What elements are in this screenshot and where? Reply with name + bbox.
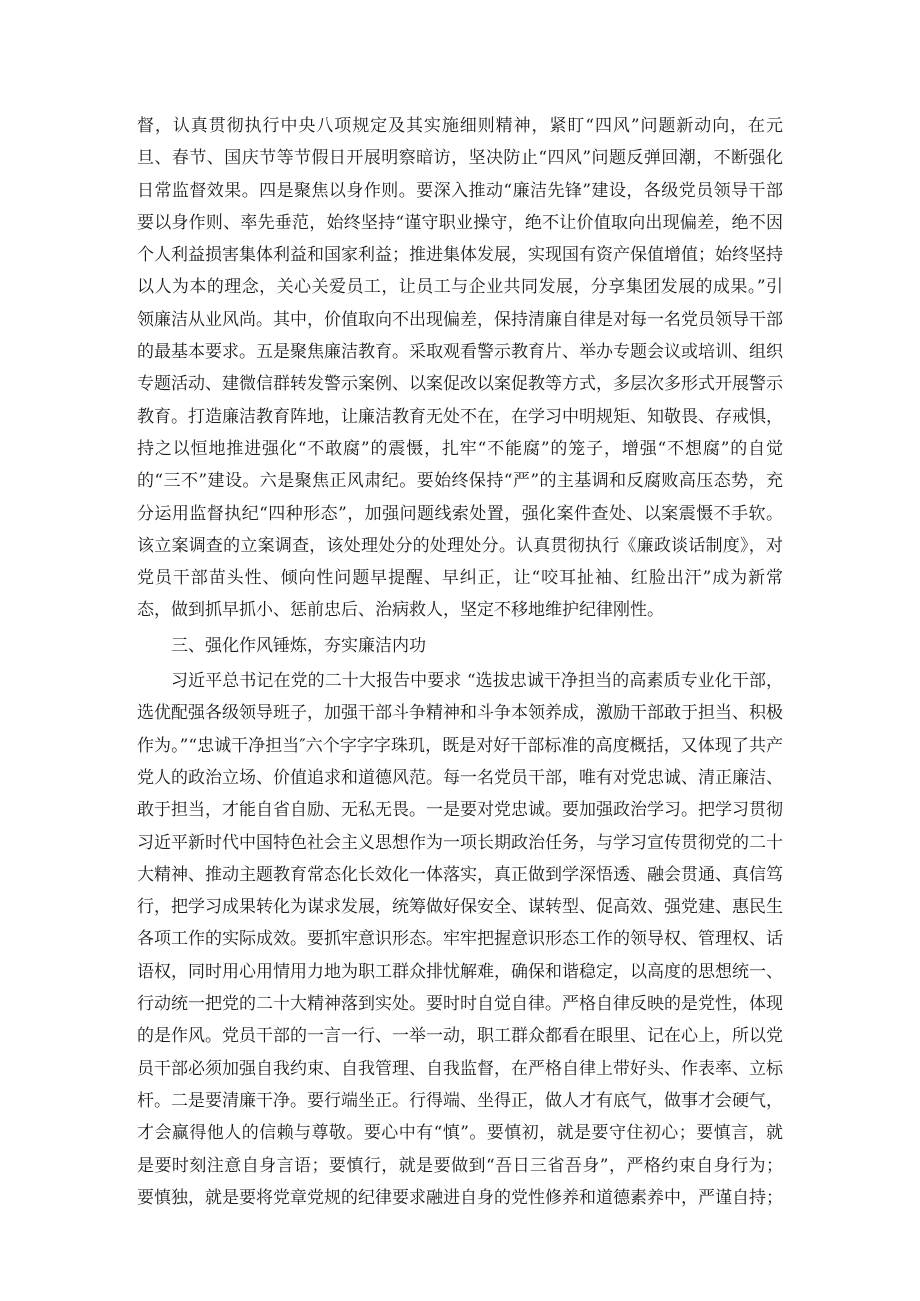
section-heading: 三、强化作风锤炼，夯实廉洁内功 — [171, 635, 426, 656]
continuation-paragraph: 督，认真贯彻执行中央八项规定及其实施细则精神，紧盯“四风”问题新动向，在元旦、春节、国庆节等节假日开展明察暗访，坚决防止“四风”问题反弹回潮，不断强化日常监督效果。四是聚焦以身作则。要深入推动“廉洁先锋”建设，各级党员领导干部要以身作则、率先垂范，始终坚持“谨守职业操守，绝不让价值取向出现偏差，绝不因个人利益损害集体利益和国家利益；推进集体发展，实现国有资产保值增值；始终坚持以人为本的理念，关心关爱员工，让员工与企业共同发展，分享集团发展的成果。”引领廉洁从业风尚。其中，价值取向不出现偏差，保持清廉自律是对每一名党员领导干部的最基本要求。五是聚焦廉洁教育。采取观看警示教育片、举办专题会议或培训、组织专题活动、建微信群转发警示案例、以案促改以案促教等方式，多层次多形式开展警示教育。打造廉洁教育阵地，让廉洁教育无处不在，在学习中明规矩、知敬畏、存戒惧，持之以恒地推进强化“不敢腐”的震慑，扎牢“不能腐”的笼子，增强“不想腐”的自觉的“三不”建设。六是聚焦正风肃纪。要始终保持“严”的主基调和反腐败高压态势，充分运用监督执纪“四种形态”，加强问题线索处置，强化案件查处、以案震慑不手软。该立案调查的立案调查，该处理处分的处理处分。认真贯彻执行《廉政谈话制度》，对党员干部苗头性、倾向性问题早提醒、早纠正，让“咬耳扯袖、红脸出汗”成为新常态，做到抓早抓小、惩前忠后、治病救人，坚定不移地维护纪律刚性。 — [137, 116, 783, 621]
body-paragraph: 习近平总书记在党的二十大报告中要求 “选拔忠诚干净担当的高素质专业化干部，选优配强各级领导班子，加强干部斗争精神和斗争本领养成，激励干部敢于担当、积极作为。”“忠诚干净担当″六个字字字珠玑，既是对好干部标准的高度概括，又体现了共产党人的政治立场、价值追求和道德风范。每一名党员干部，唯有对党忠诚、清正廉洁、敢于担当，才能自省自励、无私无畏。一是要对党忠诚。要加强政治学习。把学习贯彻习近平新时代中国特色社会主义思想作为一项长期政治任务，与学习宣传贯彻党的二十大精神、推动主题教育常态化长效化一体落实，真正做到学深悟透、融会贯通、真信笃行，把学习成果转化为谋求发展，统筹做好保安全、谋转型、促高效、强党建、惠民生各项工作的实际成效。要抓牢意识形态。牢牢把握意识形态工作的领导权、管理权、话语权，同时用心用情用力地为职工群众排忧解难，确保和谐稳定，以高度的思想统一、行动统一把党的二十大精神落到实处。要时时自觉自律。严格自律反映的是党性，体现的是作风。党员干部的一言一行、一举一动，职工群众都看在眼里、记在心上，所以党员干部必须加强自我约束、自我管理、自我监督，在严格自律上带好头、作表率、立标杆。二是要清廉干净。要行端坐正。行得端、坐得正，做人才有底气，做事才会硬气，才会赢得他人的信赖与尊敬。要心中有“慎”。要慎初，就是要守住初心；要慎言，就是要时刻注意自身言语；要慎行，就是要做到“吾日三省吾身”，严格约束自身行为；要慎独，就是要将党章党规的纪律要求融进自身的党性修养和道德素养中，严谨自持； — [137, 671, 783, 1208]
document-page — [137, 110, 783, 1214]
